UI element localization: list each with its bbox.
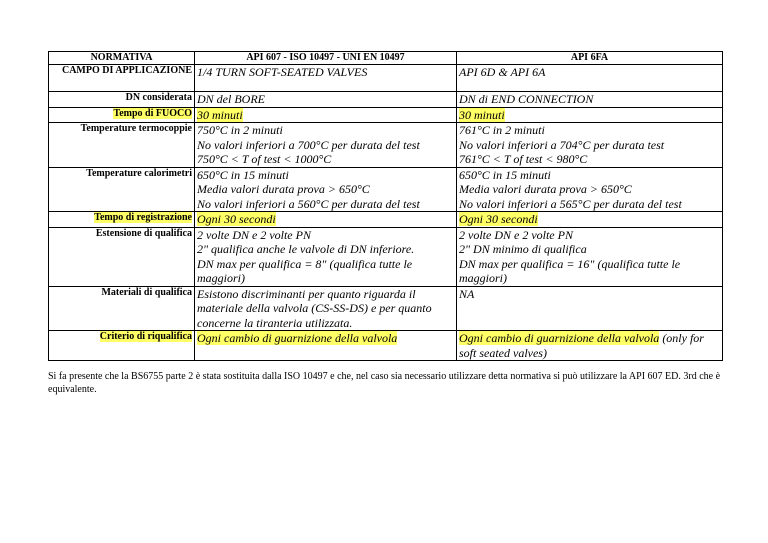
comparison-table: [48, 51, 723, 361]
cell-text: 761°C < T of test < 980°C: [459, 152, 588, 166]
table-row: [49, 212, 723, 228]
api607-cell: [195, 167, 457, 212]
cell-text: 750°C in 2 minuti: [197, 123, 283, 137]
cell-text: DN di END CONNECTION: [459, 92, 594, 106]
api607-cell: [195, 65, 457, 92]
cell-text: 761°C in 2 minuti: [459, 123, 545, 137]
cell-text: API 6D & API 6A: [459, 65, 546, 79]
cell-text: (only for soft seated valves): [459, 331, 704, 360]
row-label: Temperature termocoppie: [49, 123, 195, 168]
row-label: DN considerata: [49, 92, 195, 108]
api6fa-cell: [457, 107, 723, 123]
cell-text: Ogni 30 secondi: [197, 212, 276, 226]
header-api607: API 607 - ISO 10497 - UNI EN 10497: [195, 52, 457, 65]
cell-text: Ogni 30 secondi: [459, 212, 538, 226]
cell-text: 2 volte DN e 2 volte PN: [459, 227, 573, 242]
row-label-text: Tempo di FUOCO: [113, 107, 192, 119]
cell-text: 2 volte DN e 2 volte PN: [197, 227, 311, 242]
api6fa-cell: [457, 212, 723, 228]
footnote: Si fa presente che la BS6755 parte 2 è stata sostituita dalla ISO 10497 e che, nel caso sia necessario utilizzare detta normativa si può utilizzare la API 607 ED. 3rd che è equivalente.: [48, 371, 721, 395]
table-row: [49, 65, 723, 92]
row-label: Temperature calorimetri: [49, 167, 195, 212]
cell-text: Media valori durata prova > 650°C: [459, 182, 632, 196]
cell-text: No valori inferiori a 704°C per durata test: [459, 137, 665, 152]
cell-text: 650°C in 15 minuti: [197, 167, 289, 182]
table-row: [49, 331, 723, 361]
table-row: [49, 286, 723, 331]
cell-text: No valori inferiori a 565°C per durata del test: [459, 196, 682, 211]
cell-text: 750°C < T of test < 1000°C: [197, 152, 332, 166]
api6fa-cell: [457, 331, 723, 361]
header-row: [49, 52, 723, 65]
table-row: [49, 167, 723, 212]
cell-text: DN del BORE: [197, 92, 265, 106]
cell-text: Esistono discriminanti per quanto riguarda il materiale della valvola (CS-SS-DS) e per quanto concerne la tiranteria utilizzata.: [197, 286, 432, 330]
api6fa-cell: [457, 286, 723, 331]
api607-cell: [195, 107, 457, 123]
api607-cell: [195, 212, 457, 228]
table-row: [49, 123, 723, 168]
cell-text: 2" DN minimo di qualifica: [459, 242, 587, 256]
row-label-text: Tempo di registrazione: [94, 212, 192, 223]
row-label: Estensione di qualifica: [49, 227, 195, 286]
cell-text: 650°C in 15 minuti: [459, 167, 551, 182]
api607-cell: [195, 286, 457, 331]
api6fa-cell: [457, 65, 723, 92]
cell-text: 1/4 TURN SOFT-SEATED VALVES: [197, 65, 368, 79]
row-label: [49, 107, 195, 123]
cell-text: DN max per qualifica = 8" (qualifica tutte le maggiori): [197, 256, 413, 285]
row-label: [49, 331, 195, 361]
cell-text: No valori inferiori a 560°C per durata del test: [197, 196, 420, 211]
cell-text: 30 minuti: [197, 107, 243, 122]
api6fa-cell: [457, 167, 723, 212]
row-label-text: Criterio di riqualifica: [99, 331, 192, 342]
api607-cell: [195, 123, 457, 168]
table-row: [49, 227, 723, 286]
api607-cell: [195, 92, 457, 108]
cell-text: Ogni cambio di guarnizione della valvola: [197, 331, 398, 345]
table-row: [49, 107, 723, 123]
table-row: [49, 92, 723, 108]
api6fa-cell: [457, 92, 723, 108]
row-label: CAMPO DI APPLICAZIONE: [49, 65, 195, 92]
cell-text: DN max per qualifica = 16" (qualifica tutte le maggiori): [459, 256, 681, 285]
api607-cell: [195, 227, 457, 286]
cell-text-highlight: Ogni cambio di guarnizione della valvola: [459, 331, 660, 345]
cell-text: Media valori durata prova > 650°C: [197, 182, 370, 196]
cell-text: 30 minuti: [459, 107, 505, 122]
header-normativa: NORMATIVA: [49, 52, 195, 65]
row-label: Materiali di qualifica: [49, 286, 195, 331]
cell-text: NA: [459, 286, 475, 301]
row-label: [49, 212, 195, 228]
cell-text: No valori inferiori a 700°C per durata del test: [197, 137, 420, 152]
header-api6fa: API 6FA: [457, 52, 723, 65]
cell-text: 2" qualifica anche le valvole di DN inferiore.: [197, 242, 415, 256]
api6fa-cell: [457, 227, 723, 286]
api607-cell: [195, 331, 457, 361]
api6fa-cell: [457, 123, 723, 168]
